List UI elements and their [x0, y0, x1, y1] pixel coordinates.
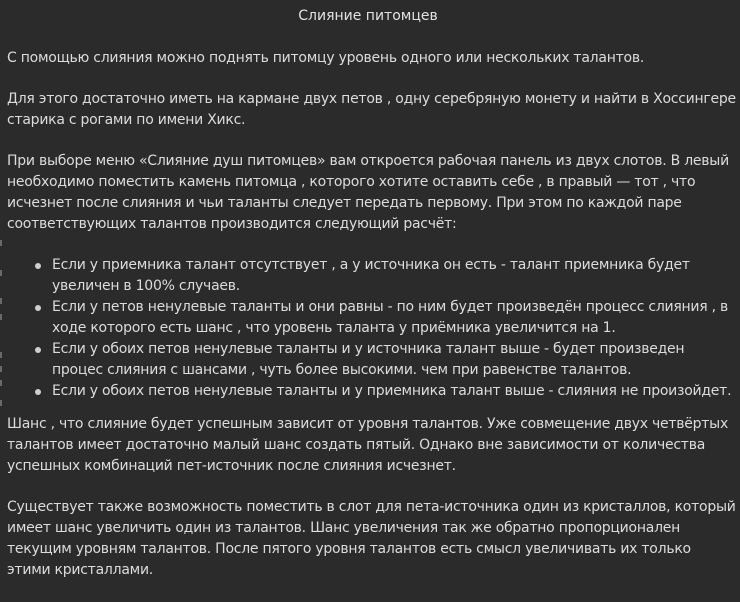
bullet-icon	[35, 389, 41, 395]
list-item	[52, 381, 737, 402]
list-item-text: Если у обоих петов ненулевые таланты и у источника талант выше - будет произведен процес слияния с шансами , чуть более высокими. чем при равенстве талантов.	[52, 341, 685, 378]
bullet-icon	[35, 305, 41, 311]
list-item-text: Если у обоих петов ненулевые таланты и у приемника талант выше - слияния не произойдет.	[52, 383, 732, 399]
paragraph-intro: С помощью слияния можно поднять питомцу уровень одного или нескольких талантов.	[7, 50, 645, 66]
left-edge-marks	[0, 240, 3, 430]
list-item	[52, 297, 737, 339]
list-item	[52, 339, 737, 381]
list-item-text: Если у приемника талант отсутствует , а у источника он есть - талант приемника будет увеличен в 100% случаев.	[52, 257, 690, 294]
paragraph-crystals: Существует также возможность поместить в слот для пета-источника один из кристаллов, который имеет шанс увеличить один из талантов. Шанс увеличения так же обратно пропорционален текущим уровням талантов. После пятого уровня талантов есть смысл увеличивать их только этими кристаллами.	[7, 499, 736, 578]
bullet-icon	[35, 347, 41, 353]
paragraph-requirements: Для этого достаточно иметь на кармане двух петов , одну серебряную монету и найти в Хоссингере старика с рогами по имени Хикс.	[7, 91, 736, 128]
paragraph-chance: Шанс , что слияние будет успешным зависит от уровня талантов. Уже совмещение двух четвёртых талантов имеет достаточно малый шанс создать пятый. Однако вне зависимости от количества успешных комбинаций пет-источник после слияния исчезнет.	[7, 416, 729, 474]
paragraph-menu: При выборе меню «Слияние душ питомцев» вам откроется рабочая панель из двух слотов. В левый необходимо поместить камень питомца , которого хотите оставить себе , в правый — тот , что исчезнет после слияния и чьи таланты следует передать первому. При этом по каждой паре соответствующих талантов производится следующий расчёт:	[7, 153, 729, 232]
article-title: Слияние питомцев	[298, 8, 438, 24]
rules-list	[7, 255, 737, 402]
list-item	[52, 255, 737, 297]
article-body	[7, 48, 737, 601]
bullet-icon	[35, 263, 41, 269]
list-item-text: Если у петов ненулевые таланты и они равны - по ним будет произведён процесс слияния , в ходе которого есть шанс , что уровень таланта у приёмника увеличится на 1.	[52, 299, 729, 336]
